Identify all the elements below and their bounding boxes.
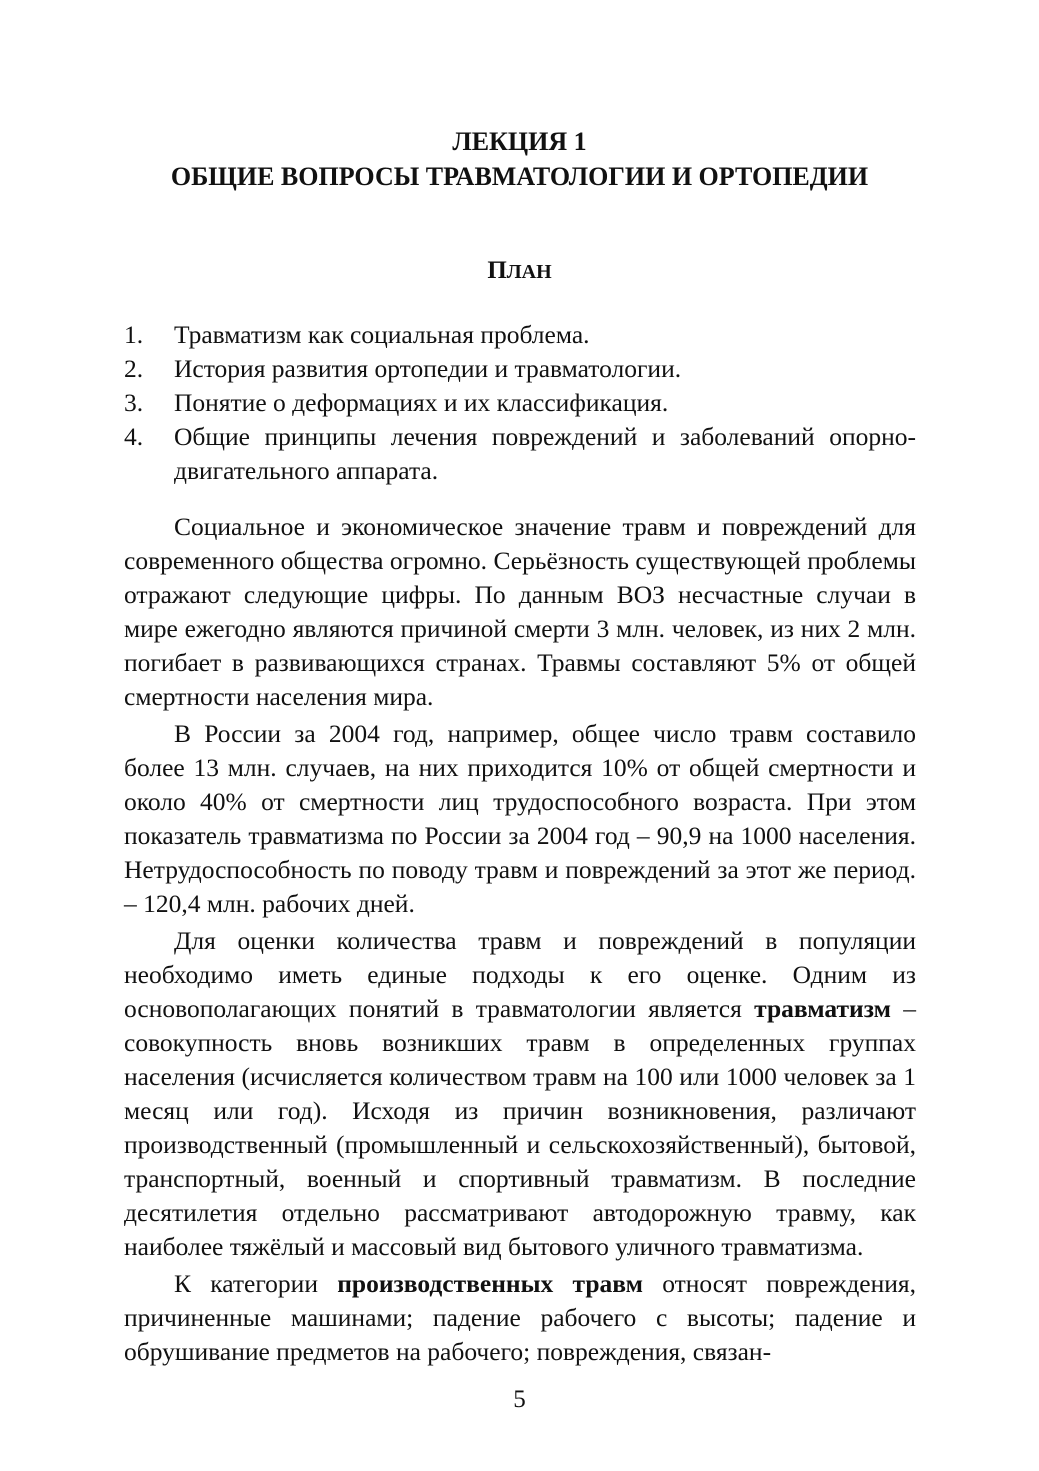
plan-heading bbox=[0, 254, 1039, 289]
paragraph-text: К категории bbox=[174, 1269, 338, 1298]
lecture-title: ОБЩИЕ ВОПРОСЫ ТРАВМАТОЛОГИИ И ОРТОПЕДИИ bbox=[170, 162, 869, 191]
paragraph-trauma-definition bbox=[124, 924, 916, 1264]
plan-item bbox=[124, 420, 916, 488]
plan-item-text: Понятие о деформациях и их классификация. bbox=[174, 388, 669, 417]
body-text bbox=[124, 510, 916, 1372]
plan-item bbox=[124, 386, 916, 420]
paragraph-text: Для оценки количества травм и повреждений в популяции необходимо иметь единые подходы к его оценке. Одним из основополагающих понятий в травматологии является bbox=[124, 926, 916, 1023]
plan-item-text: Общие принципы лечения повреждений и заболеваний опорно-двигательного аппарата. bbox=[174, 422, 916, 485]
plan-item-number: 3. bbox=[124, 388, 144, 417]
plan-item-number: 1. bbox=[124, 320, 144, 349]
paragraph-text: относят повреждения, причиненные машинами; падение рабочего с высоты; падение и обрушивание предметов на рабочего; повреждения, связан- bbox=[124, 1269, 917, 1366]
plan-heading-initial: П bbox=[487, 257, 507, 284]
plan-item bbox=[124, 352, 916, 386]
paragraph-russia-statistics: В России за 2004 год, например, общее число травм составило более 13 млн. случаев, на них приходится 10% от общей смертности и около 40% от смертности лиц трудоспособного возраста. При этом показатель травматизма по России за 2004 год – 90,9 на 1000 населения. Нетрудоспособность по поводу травм и повреждений за этот же период. – 120,4 млн. рабочих дней. bbox=[124, 719, 916, 918]
term-industrial-trauma: производственных травм bbox=[337, 1269, 643, 1298]
page-number: 5 bbox=[513, 1386, 526, 1413]
plan-item-text: История развития ортопедии и травматологии. bbox=[174, 354, 682, 383]
plan-item bbox=[124, 318, 916, 352]
term-trauma: травматизм bbox=[754, 994, 891, 1023]
paragraph-industrial-trauma bbox=[124, 1267, 916, 1369]
paragraph-social-significance: Социальное и экономическое значение травм и повреждений для современного общества огромно. Серьёзность существующей проблемы отражают следующие цифры. По данным ВОЗ несчастные случаи в мире ежегодно являются причиной смерти 3 млн. человек, из них 2 млн. погибает в развивающихся странах. Травмы составляют 5% от общей смертности населения мира. bbox=[124, 512, 916, 711]
plan-item-text: Травматизм как социальная проблема. bbox=[174, 320, 590, 349]
plan-heading-rest: ЛАН bbox=[506, 261, 552, 283]
lecture-number: ЛЕКЦИЯ 1 bbox=[452, 127, 587, 156]
paragraph-text: – совокупность вновь возникших травм в определенных группах населения (исчисляется количеством травм на 100 или 1000 человек за 1 месяц или год). Исходя из причин возникновения, различают производственный (промышленный и сельскохозяйственный), бытовой, транспортный, военный и спортивный травматизм. В последние десятилетия отдельно рассматривают автодорожную травму, как наиболее тяжёлый и массовый вид бытового уличного травматизма. bbox=[124, 994, 916, 1261]
plan-item-number: 2. bbox=[124, 354, 144, 383]
plan-item-number: 4. bbox=[124, 422, 144, 451]
plan-list bbox=[124, 318, 916, 488]
